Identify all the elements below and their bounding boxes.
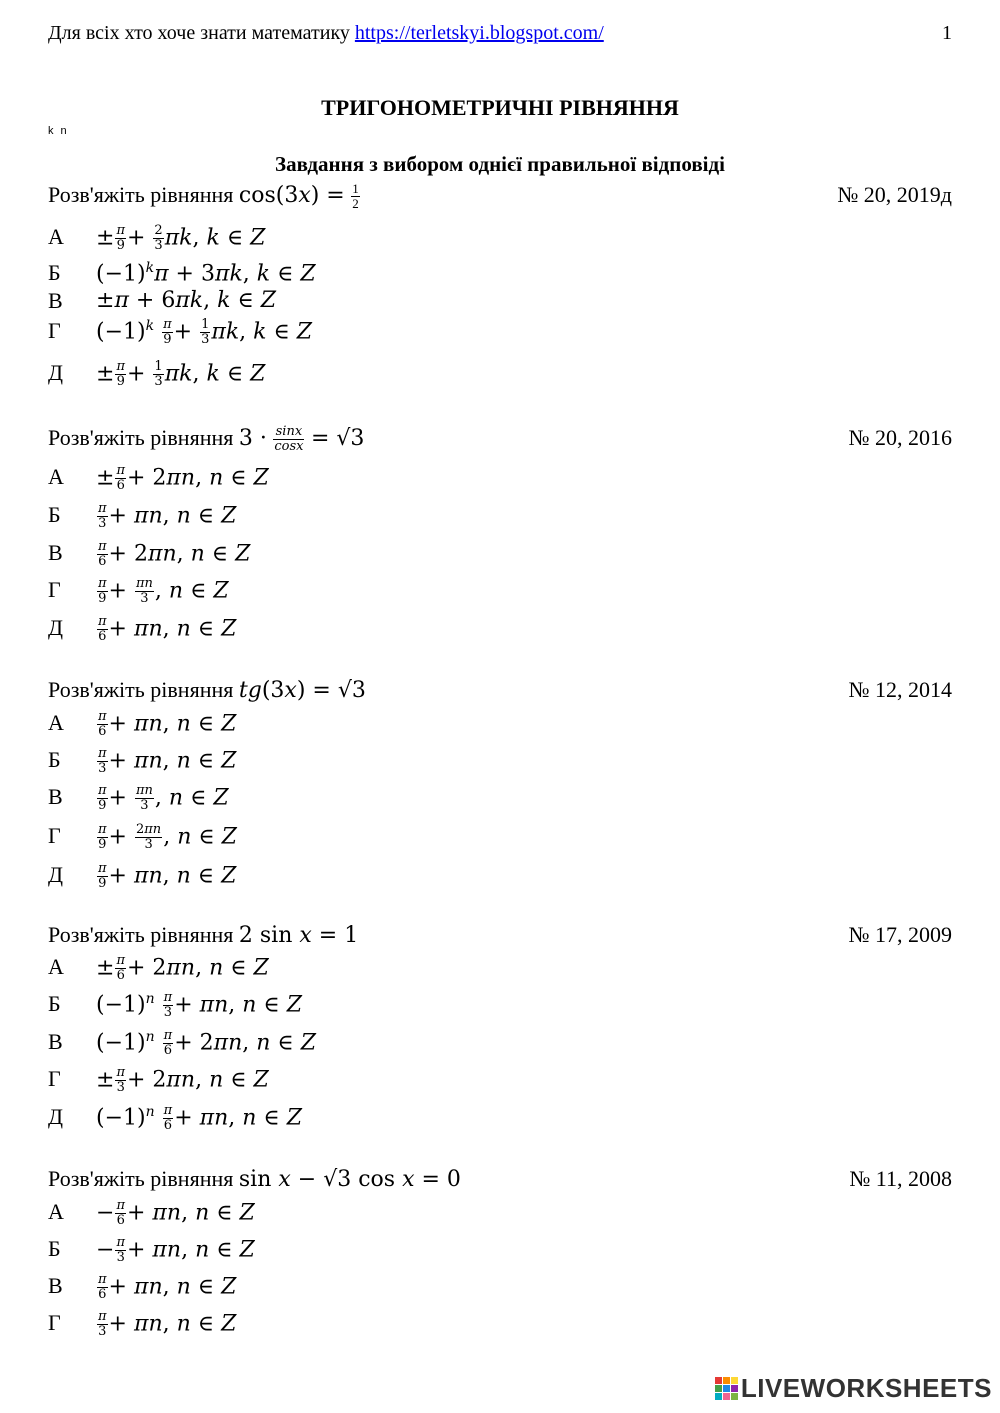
option-letter: Г	[48, 318, 61, 343]
logo-square	[731, 1385, 738, 1392]
option-letter: А	[48, 464, 64, 489]
option-letter: Г	[48, 577, 61, 602]
option-letter: Б	[48, 260, 61, 285]
option-letter: Б	[48, 747, 61, 772]
option-formula: ± $\frac{\pi}{9}$ + $\frac{1}{3}$ πk, k ∈ Z	[96, 359, 266, 389]
option-formula: $(-1)^n$ $\frac{\pi}{3}$ + πn, n ∈ Z	[96, 990, 303, 1020]
option-letter: В	[48, 784, 63, 809]
option-letter: Д	[48, 615, 64, 640]
option-formula: $(-1)^n$ $\frac{\pi}{6}$ + πn, n ∈ Z	[96, 1103, 303, 1133]
option-letter: Г	[48, 823, 61, 848]
option-formula: $\frac{\pi}{6}$ + 2πn, n ∈ Z	[98, 539, 251, 569]
question-5	[48, 1166, 952, 1202]
question-prompt: Розв'яжіть рівняння 2 sin x = 1	[48, 922, 359, 948]
option-letter: В	[48, 1029, 63, 1054]
option-formula: $\frac{\pi}{6}$ + πn, n ∈ Z	[98, 614, 237, 644]
option-letter: А	[48, 1199, 64, 1224]
option-formula: $\frac{\pi}{9}$ + πn, n ∈ Z	[98, 861, 237, 891]
option-formula: $(-1)^k\pi + 3\pi k$, k ∈ Z	[96, 260, 316, 287]
option-formula: $\frac{\pi}{9}$ + $\frac{2\pi n}{3}$ , n ∈ Z	[98, 822, 237, 852]
question-source: № 11, 2008	[849, 1166, 952, 1191]
option-letter: В	[48, 1273, 63, 1298]
option-formula: $(-1)^n$ $\frac{\pi}{6}$ + 2πn, n ∈ Z	[96, 1028, 317, 1058]
option-formula: ± $\frac{\pi}{9}$ + $\frac{2}{3}$ πk, k ∈ Z	[96, 223, 266, 253]
liveworksheets-logo	[715, 1371, 992, 1405]
question-prompt: Розв'яжіть рівняння 3 · $\frac{\sin x}{\cos x}$ = √3	[48, 424, 365, 455]
question-source: № 17, 2009	[848, 922, 952, 947]
question-prompt: Розв'яжіть рівняння cos(3x) = $\frac{1}{2}$	[48, 181, 359, 212]
option-formula: $\frac{\pi}{3}$ + πn, n ∈ Z	[98, 746, 237, 776]
option-letter: Д	[48, 1104, 64, 1129]
question-prompt: Розв'яжіть рівняння sin x − √3 cos x = 0	[48, 1166, 461, 1192]
logo-square	[715, 1385, 722, 1392]
logo-square	[715, 1393, 722, 1400]
logo-square	[723, 1377, 730, 1384]
question-source: № 20, 2019д	[837, 182, 952, 207]
option-formula: ± $\frac{\pi}{6}$ + 2πn, n ∈ Z	[96, 463, 269, 493]
option-formula: − $\frac{\pi}{3}$ + πn, n ∈ Z	[96, 1235, 255, 1265]
question-2	[48, 425, 952, 461]
section-subtitle: Завдання з вибором однієї правильної відповіді	[275, 152, 725, 176]
option-formula: $\frac{\pi}{3}$ + πn, n ∈ Z	[98, 1309, 237, 1339]
page-title: ТРИГОНОМЕТРИЧНІ РІВНЯННЯ	[321, 95, 679, 120]
logo-text: LIVEWORKSHEETS	[740, 1372, 992, 1403]
stray-text: k n	[48, 125, 69, 137]
option-formula: − $\frac{\pi}{6}$ + πn, n ∈ Z	[96, 1198, 255, 1228]
question-4	[48, 922, 952, 958]
option-formula: $\frac{\pi}{3}$ + πn, n ∈ Z	[98, 501, 237, 531]
option-letter: Д	[48, 862, 64, 887]
logo-square	[723, 1385, 730, 1392]
option-letter: А	[48, 224, 64, 249]
option-letter: Б	[48, 991, 61, 1016]
option-formula: $\frac{\pi}{6}$ + πn, n ∈ Z	[98, 1272, 237, 1302]
option-formula: $\frac{\pi}{9}$ + $\frac{\pi n}{3}$ , n ∈ Z	[98, 576, 229, 606]
logo-square	[723, 1393, 730, 1400]
logo-icon	[715, 1377, 738, 1400]
option-letter: А	[48, 710, 64, 735]
option-formula: $\frac{\pi}{9}$ + $\frac{\pi n}{3}$ , n ∈ Z	[98, 783, 229, 813]
option-letter: Д	[48, 360, 64, 385]
question-1	[48, 182, 952, 218]
page-number: 1	[942, 22, 952, 44]
logo-square	[715, 1377, 722, 1384]
question-source: № 20, 2016	[848, 425, 952, 450]
option-letter: Б	[48, 1236, 61, 1261]
header-text: Для всіх хто хоче знати математику	[48, 22, 350, 44]
option-letter: Б	[48, 502, 61, 527]
question-prompt: Розв'яжіть рівняння tg(3x) = √3	[48, 677, 366, 703]
option-formula: ± $\frac{\pi}{6}$ + 2πn, n ∈ Z	[96, 953, 269, 983]
question-source: № 12, 2014	[848, 677, 952, 702]
option-letter: В	[48, 540, 63, 565]
option-letter: В	[48, 288, 63, 313]
logo-square	[731, 1393, 738, 1400]
question-3	[48, 677, 952, 713]
option-letter: Г	[48, 1066, 61, 1091]
logo-square	[731, 1377, 738, 1384]
option-formula: $(-1)^k$ $\frac{\pi}{9}$ + $\frac{1}{3}$ πk, k ∈ Z	[96, 317, 313, 347]
page-header	[48, 22, 604, 45]
blog-link[interactable]: https://terletskyi.blogspot.com/	[354, 22, 604, 44]
option-formula: ± $\frac{\pi}{3}$ + 2πn, n ∈ Z	[96, 1065, 269, 1095]
option-formula: $\frac{\pi}{6}$ + πn, n ∈ Z	[98, 709, 237, 739]
option-letter: А	[48, 954, 64, 979]
option-formula: ±π + 6πk, k ∈ Z	[96, 288, 277, 313]
option-letter: Г	[48, 1310, 61, 1335]
